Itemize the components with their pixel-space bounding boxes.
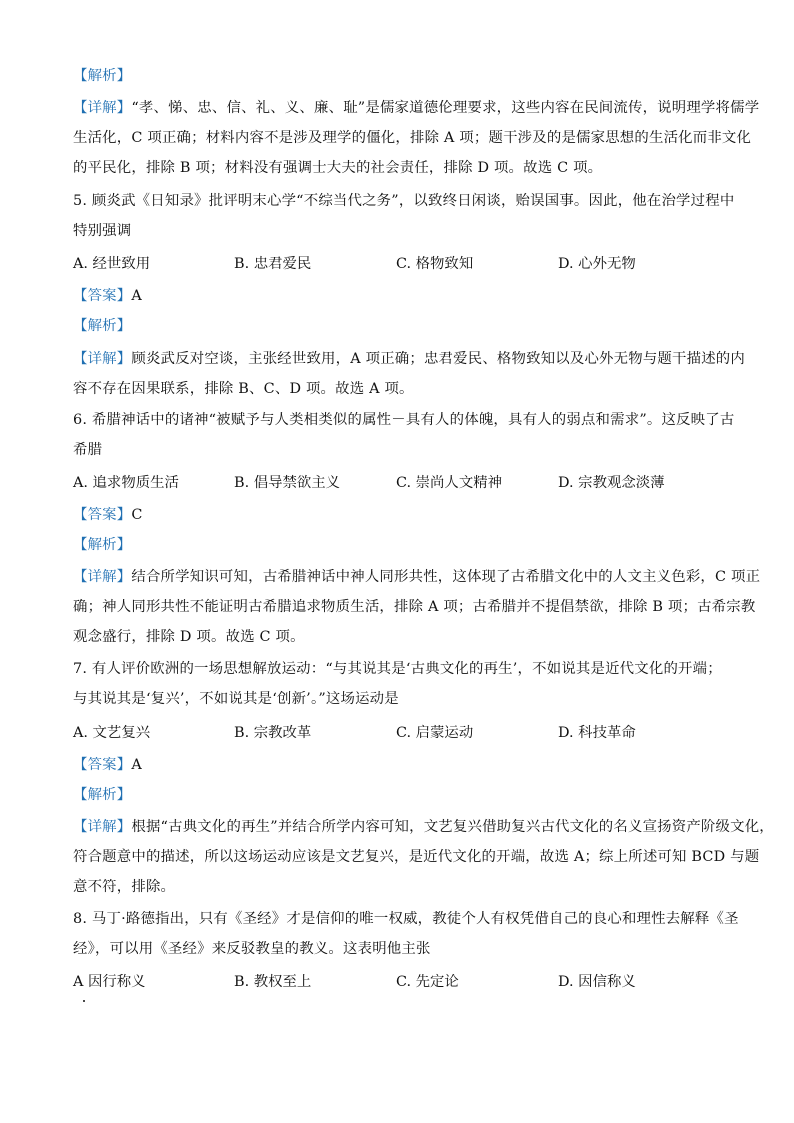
option-c: C. 先定论 [396,974,459,990]
detail-paragraph-line: 确；神人同形共性不能证明古希腊追求物质生活，排除 A 项；古希腊并不提倡禁欲，排除 B 项；古希宗教 [73,599,756,615]
detail-paragraph-line: 【详解】“孝、悌、忠、信、礼、义、廉、耻”是儒家道德伦理要求，这些内容在民间流传，说明理学将儒学 [73,100,760,116]
answer-line [73,505,725,525]
detail-paragraph-line: 观念盛行，排除 D 项。故选 C 项。 [73,629,305,645]
option-a: A. 追求物质生活 [73,475,179,491]
option-b: B. 教权至上 [234,974,312,990]
analysis-tag: 【解析】 [73,68,132,84]
detail-tag: 【详解】 [73,569,132,585]
answer-tag: 【答案】 [73,288,132,304]
answer-value: C [131,507,143,523]
option-c: C. 格物致知 [396,256,474,272]
option-a: A 因行称义 [73,974,146,990]
question-7-options [73,723,725,743]
option-d: D. 宗教观念淡薄 [558,475,665,491]
question-6-stem: 希腊 [73,442,103,458]
option-b: B. 宗教改革 [234,725,312,741]
detail-paragraph-line: 生活化，C 项正确；材料内容不是涉及理学的僵化，排除 A 项；题干涉及的是儒家思想的生活化而非文化 [73,130,752,146]
detail-paragraph-line: 容不存在因果联系，排除 B、C、D 项。故选 A 项。 [73,381,414,397]
question-6-options [73,473,725,493]
answer-tag: 【答案】 [73,507,132,523]
detail-tag: 【详解】 [73,351,132,367]
question-5-options [73,254,725,274]
option-a: A. 经世致用 [73,256,151,272]
option-d: D. 因信称义 [558,974,636,990]
answer-value: A [131,757,142,773]
option-a: A. 文艺复兴 [73,725,151,741]
detail-paragraph-line: 符合题意中的描述，所以这场运动应该是文艺复兴，是近代文化的开端，故选 A；综上所述可知 BCD 与题 [73,849,760,865]
option-b: B. 倡导禁欲主义 [234,475,341,491]
option-c: C. 崇尚人文精神 [396,475,502,491]
stray-dot-mark [83,1000,85,1002]
question-6-stem: 6. 希腊神话中的诸神“被赋予与人类相类似的属性－具有人的体魄，具有人的弱点和需求”。这反映了古 [73,412,735,428]
analysis-tag: 【解析】 [73,318,132,334]
answer-line [73,755,725,775]
detail-tag: 【详解】 [73,100,132,116]
question-5-stem: 特别强调 [73,223,132,239]
detail-paragraph-line: 意不符，排除。 [73,879,176,895]
option-d: D. 心外无物 [558,256,636,272]
detail-paragraph-line: 【详解】结合所学知识可知，古希腊神话中神人同形共性，这体现了古希腊文化中的人文主义色彩，C 项正 [73,569,761,585]
question-8-options [73,972,725,992]
question-8-stem: 8. 马丁·路德指出，只有《圣经》才是信仰的唯一权威，教徒个人有权凭借自己的良心和理性去解释《圣 [73,911,739,927]
question-7-stem: 与其说其是‘复兴’，不如说其是‘创新’。”这场运动是 [73,691,399,707]
question-5-stem: 5. 顾炎武《日知录》批评明末心学“不综当代之务”，以致终日闲谈，贻误国事。因此，他在治学过程中 [73,193,735,209]
option-b: B. 忠君爱民 [234,256,312,272]
detail-paragraph-line: 【详解】根据“古典文化的再生”并结合所学内容可知，文艺复兴借助复兴古代文化的名义宣扬资产阶级文化， [73,819,774,835]
answer-line [73,286,725,306]
analysis-tag: 【解析】 [73,787,132,803]
detail-paragraph-line: 【详解】顾炎武反对空谈，主张经世致用，A 项正确；忠君爱民、格物致知以及心外无物与题干描述的内 [73,351,745,367]
question-8-stem: 经》，可以用《圣经》来反驳教皇的教义。这表明他主张 [73,941,431,957]
question-7-stem: 7. 有人评价欧洲的一场思想解放运动：“与其说其是‘古典文化的再生’，不如说其是近代文化的开端； [73,661,722,677]
answer-tag: 【答案】 [73,757,132,773]
detail-paragraph-line: 的平民化，排除 B 项；材料没有强调士大夫的社会责任，排除 D 项。故选 C 项。 [73,160,603,176]
option-d: D. 科技革命 [558,725,636,741]
detail-tag: 【详解】 [73,819,132,835]
option-c: C. 启蒙运动 [396,725,474,741]
answer-value: A [131,288,142,304]
analysis-tag: 【解析】 [73,537,132,553]
